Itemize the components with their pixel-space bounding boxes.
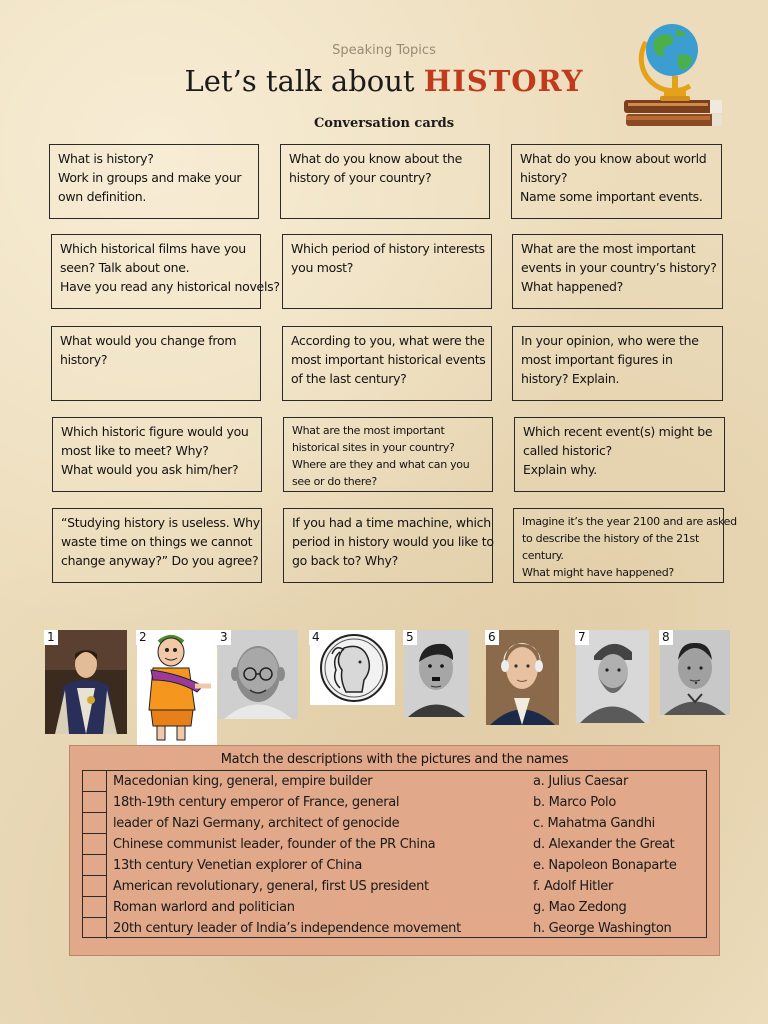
match-description: 20th century leader of India’s independence movement xyxy=(113,921,461,936)
answer-box[interactable] xyxy=(83,813,107,834)
globe-books-icon xyxy=(620,16,726,130)
match-row xyxy=(83,855,706,876)
match-row xyxy=(83,897,706,918)
match-name: f. Adolf Hitler xyxy=(533,879,614,894)
card-line: Name some important events. xyxy=(520,189,703,204)
match-name: b. Marco Polo xyxy=(533,795,616,810)
card-line: What happened? xyxy=(521,279,623,294)
conversation-card xyxy=(283,508,493,583)
title-highlight: HISTORY xyxy=(423,64,584,98)
answer-box[interactable] xyxy=(83,897,107,918)
match-name: c. Mahatma Gandhi xyxy=(533,816,655,831)
match-description: Roman warlord and politician xyxy=(113,900,295,915)
card-line: Explain why. xyxy=(523,462,597,477)
card-line: Work in groups and make your xyxy=(58,170,242,185)
match-name: d. Alexander the Great xyxy=(533,837,675,852)
answer-box[interactable] xyxy=(83,855,107,876)
card-line: What do you know about the xyxy=(289,151,463,166)
matching-table xyxy=(82,770,707,938)
card-line: What do you know about world xyxy=(520,151,707,166)
match-name: e. Napoleon Bonaparte xyxy=(533,858,677,873)
card-line: to describe the history of the 21st xyxy=(522,532,699,545)
card-line: most important historical events xyxy=(291,352,486,367)
card-line: What would you change from xyxy=(60,333,237,348)
card-line: Which historic figure would you xyxy=(61,424,249,439)
conversation-card xyxy=(511,144,722,219)
match-row xyxy=(83,834,706,855)
match-description: Chinese communist leader, founder of the PR China xyxy=(113,837,436,852)
match-row xyxy=(83,813,706,834)
answer-box[interactable] xyxy=(83,792,107,813)
conversation-card xyxy=(51,234,280,309)
title-prefix: Let’s talk about xyxy=(184,64,424,98)
conversation-card xyxy=(52,508,262,583)
card-line: century. xyxy=(522,549,564,562)
card-line: historical sites in your country? xyxy=(292,441,455,454)
alexander-coin-icon xyxy=(310,630,395,705)
card-line: What are the most important xyxy=(521,241,696,256)
conversation-card xyxy=(512,234,723,309)
card-line: Where are they and what can you xyxy=(292,458,470,471)
match-row xyxy=(83,876,706,897)
card-line: history? Explain. xyxy=(521,371,620,386)
card-line: of the last century? xyxy=(291,371,407,386)
match-name: g. Mao Zedong xyxy=(533,900,627,915)
card-line: history of your country? xyxy=(289,170,432,185)
card-line: Which period of history interests xyxy=(291,241,485,256)
matching-exercise xyxy=(69,745,720,956)
picture-number: 2 xyxy=(136,630,150,645)
match-description: Macedonian king, general, empire builder xyxy=(113,774,373,789)
card-line: “Studying history is useless. Why xyxy=(61,515,260,530)
conversation-card xyxy=(512,326,723,401)
picture-number: 7 xyxy=(575,630,589,645)
card-line: own definition. xyxy=(58,189,147,204)
card-line: period in history would you like to xyxy=(292,534,494,549)
conversation-card xyxy=(514,417,725,492)
card-line: Have you read any historical novels? xyxy=(60,279,280,294)
conversation-card xyxy=(51,326,261,401)
card-line: What is history? xyxy=(58,151,154,166)
conversation-card xyxy=(513,508,737,583)
card-line: If you had a time machine, which xyxy=(292,515,491,530)
picture-number: 6 xyxy=(485,630,499,645)
picture-number: 8 xyxy=(659,630,673,645)
answer-box[interactable] xyxy=(83,771,107,792)
card-line: According to you, what were the xyxy=(291,333,485,348)
conversation-card xyxy=(282,234,492,309)
card-line: events in your country’s history? xyxy=(521,260,717,275)
picture-number: 5 xyxy=(403,630,417,645)
answer-box[interactable] xyxy=(83,918,107,939)
card-line: go back to? Why? xyxy=(292,553,398,568)
card-line: What are the most important xyxy=(292,424,445,437)
match-row xyxy=(83,771,706,792)
card-line: see or do there? xyxy=(292,475,377,488)
cards-heading: Conversation cards xyxy=(313,116,455,131)
caesar-cartoon-icon xyxy=(137,630,217,745)
card-line: In your opinion, who were the xyxy=(521,333,699,348)
conversation-card xyxy=(283,417,493,492)
conversation-card xyxy=(49,144,259,219)
picture-number: 4 xyxy=(309,630,323,645)
picture-number: 3 xyxy=(217,630,231,645)
card-line: Imagine it’s the year 2100 and are asked xyxy=(522,515,737,528)
subtitle: Speaking Topics xyxy=(332,43,436,58)
match-description: leader of Nazi Germany, architect of genocide xyxy=(113,816,400,831)
card-line: you most? xyxy=(291,260,354,275)
conversation-card xyxy=(280,144,490,219)
match-row xyxy=(83,918,706,939)
card-line: Which recent event(s) might be xyxy=(523,424,713,439)
card-line: What might have happened? xyxy=(522,566,674,579)
match-name: h. George Washington xyxy=(533,921,672,936)
card-line: What would you ask him/her? xyxy=(61,462,239,477)
answer-box[interactable] xyxy=(83,876,107,897)
card-line: seen? Talk about one. xyxy=(60,260,190,275)
answer-box[interactable] xyxy=(83,834,107,855)
conversation-card xyxy=(282,326,492,401)
card-line: history? xyxy=(60,352,108,367)
conversation-card xyxy=(52,417,262,492)
match-description: American revolutionary, general, first US president xyxy=(113,879,429,894)
picture-number: 1 xyxy=(44,630,58,645)
card-line: history? xyxy=(520,170,568,185)
card-line: called historic? xyxy=(523,443,612,458)
card-line: most like to meet? Why? xyxy=(61,443,209,458)
match-name: a. Julius Caesar xyxy=(533,774,628,789)
card-line: waste time on things we cannot xyxy=(61,534,253,549)
card-line: Which historical films have you xyxy=(60,241,246,256)
card-line: change anyway?” Do you agree? xyxy=(61,553,259,568)
matching-title: Match the descriptions with the pictures and the names xyxy=(220,752,569,767)
match-description: 13th century Venetian explorer of China xyxy=(113,858,362,873)
napoleon-portrait-icon xyxy=(45,630,127,734)
match-row xyxy=(83,792,706,813)
match-description: 18th-19th century emperor of France, general xyxy=(113,795,400,810)
card-line: most important figures in xyxy=(521,352,673,367)
